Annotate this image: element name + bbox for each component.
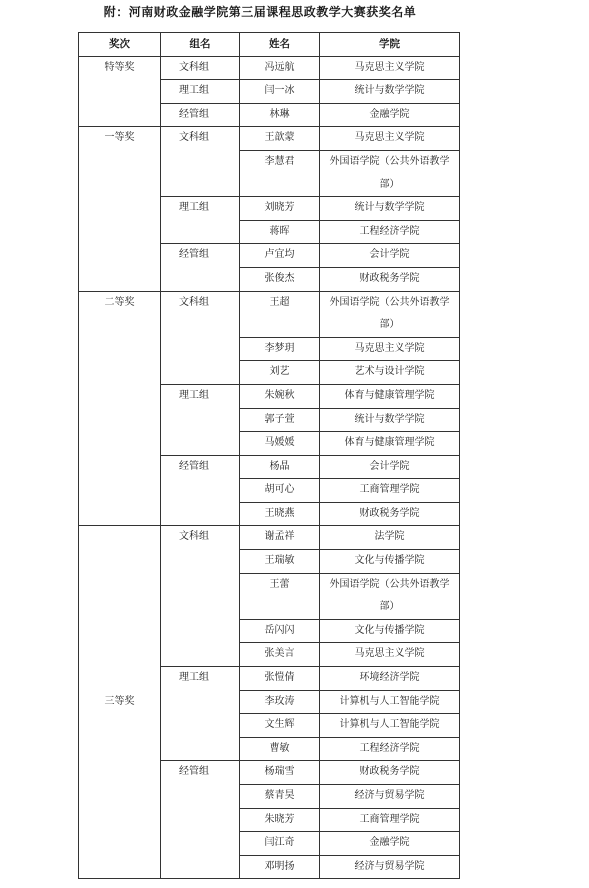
- name-cell: 李梦玥: [240, 337, 320, 361]
- group-cell: 文科组: [161, 526, 240, 667]
- column-header-group: 组名: [161, 33, 240, 57]
- group-cell: 经管组: [161, 455, 240, 526]
- group-cell: 理工组: [161, 197, 240, 244]
- name-cell: 杨晶: [240, 455, 320, 479]
- group-cell: 理工组: [161, 384, 240, 455]
- name-cell: 杨瑞雪: [240, 761, 320, 785]
- group-cell: 文科组: [161, 56, 240, 80]
- award-level-cell: 一等奖: [79, 127, 161, 291]
- group-cell: 文科组: [161, 291, 240, 384]
- name-cell: 刘艺: [240, 361, 320, 385]
- name-cell: 王晓燕: [240, 502, 320, 526]
- college-cell: 经济与贸易学院: [320, 785, 460, 809]
- college-cell: 法学院: [320, 526, 460, 550]
- table-row: [79, 526, 460, 550]
- college-cell: 体育与健康管理学院: [320, 432, 460, 456]
- name-cell: 朱婉秋: [240, 384, 320, 408]
- college-cell: 计算机与人工智能学院: [320, 714, 460, 738]
- column-header-name: 姓名: [240, 33, 320, 57]
- name-cell: 张俊杰: [240, 267, 320, 291]
- name-cell: 胡可心: [240, 479, 320, 503]
- name-cell: 邓明扬: [240, 855, 320, 879]
- college-cell: 艺术与设计学院: [320, 361, 460, 385]
- name-cell: 岳闪闪: [240, 619, 320, 643]
- college-cell: 会计学院: [320, 244, 460, 268]
- college-cell: 马克思主义学院: [320, 643, 460, 667]
- award-table: [78, 32, 460, 879]
- name-cell: 曹敏: [240, 737, 320, 761]
- name-cell: 郭子萱: [240, 408, 320, 432]
- award-level-cell: 二等奖: [79, 291, 161, 526]
- college-cell: 统计与数学学院: [320, 80, 460, 104]
- name-cell: 刘晓芳: [240, 197, 320, 221]
- award-level-cell: 三等奖: [79, 526, 161, 879]
- college-cell: 马克思主义学院: [320, 127, 460, 151]
- college-cell: 经济与贸易学院: [320, 855, 460, 879]
- college-cell: 马克思主义学院: [320, 337, 460, 361]
- table-row: [79, 291, 460, 337]
- college-cell: 金融学院: [320, 103, 460, 127]
- college-cell: 文化与传播学院: [320, 550, 460, 574]
- college-cell: 外国语学院（公共外语教学部）: [320, 573, 460, 619]
- group-cell: 经管组: [161, 761, 240, 879]
- college-cell: 文化与传播学院: [320, 619, 460, 643]
- college-cell: 计算机与人工智能学院: [320, 690, 460, 714]
- group-cell: 经管组: [161, 244, 240, 291]
- name-cell: 王瑞敏: [240, 550, 320, 574]
- name-cell: 闫一冰: [240, 80, 320, 104]
- table-row: [79, 127, 460, 151]
- college-cell: 统计与数学学院: [320, 408, 460, 432]
- name-cell: 林琳: [240, 103, 320, 127]
- name-cell: 闫江奇: [240, 832, 320, 856]
- table-row: [79, 56, 460, 80]
- college-cell: 体育与健康管理学院: [320, 384, 460, 408]
- college-cell: 金融学院: [320, 832, 460, 856]
- college-cell: 财政税务学院: [320, 761, 460, 785]
- college-cell: 工商管理学院: [320, 808, 460, 832]
- college-cell: 工程经济学院: [320, 220, 460, 244]
- college-cell: 马克思主义学院: [320, 56, 460, 80]
- college-cell: 财政税务学院: [320, 267, 460, 291]
- name-cell: 王超: [240, 291, 320, 337]
- college-cell: 外国语学院（公共外语教学部）: [320, 150, 460, 196]
- group-cell: 理工组: [161, 667, 240, 761]
- award-level-cell: 特等奖: [79, 56, 161, 127]
- name-cell: 李玫涛: [240, 690, 320, 714]
- name-cell: 蔡青昊: [240, 785, 320, 809]
- name-cell: 李慧君: [240, 150, 320, 196]
- table-header-row: [79, 33, 460, 57]
- college-cell: 统计与数学学院: [320, 197, 460, 221]
- name-cell: 冯远航: [240, 56, 320, 80]
- name-cell: 蒋晖: [240, 220, 320, 244]
- column-header-college: 学院: [320, 33, 460, 57]
- name-cell: 王蕾: [240, 573, 320, 619]
- group-cell: 经管组: [161, 103, 240, 127]
- name-cell: 谢孟祥: [240, 526, 320, 550]
- name-cell: 马媛媛: [240, 432, 320, 456]
- column-header-level: 奖次: [79, 33, 161, 57]
- name-cell: 文生辉: [240, 714, 320, 738]
- college-cell: 工商管理学院: [320, 479, 460, 503]
- name-cell: 张美言: [240, 643, 320, 667]
- college-cell: 环境经济学院: [320, 667, 460, 691]
- document-title: 附：河南财政金融学院第三届课程思政教学大赛获奖名单: [103, 5, 417, 19]
- college-cell: 工程经济学院: [320, 737, 460, 761]
- college-cell: 会计学院: [320, 455, 460, 479]
- name-cell: 王歆蒙: [240, 127, 320, 151]
- name-cell: 卢宜均: [240, 244, 320, 268]
- group-cell: 理工组: [161, 80, 240, 104]
- group-cell: 文科组: [161, 127, 240, 197]
- college-cell: 财政税务学院: [320, 502, 460, 526]
- college-cell: 外国语学院（公共外语教学部）: [320, 291, 460, 337]
- name-cell: 朱晓芳: [240, 808, 320, 832]
- name-cell: 张愷倩: [240, 667, 320, 691]
